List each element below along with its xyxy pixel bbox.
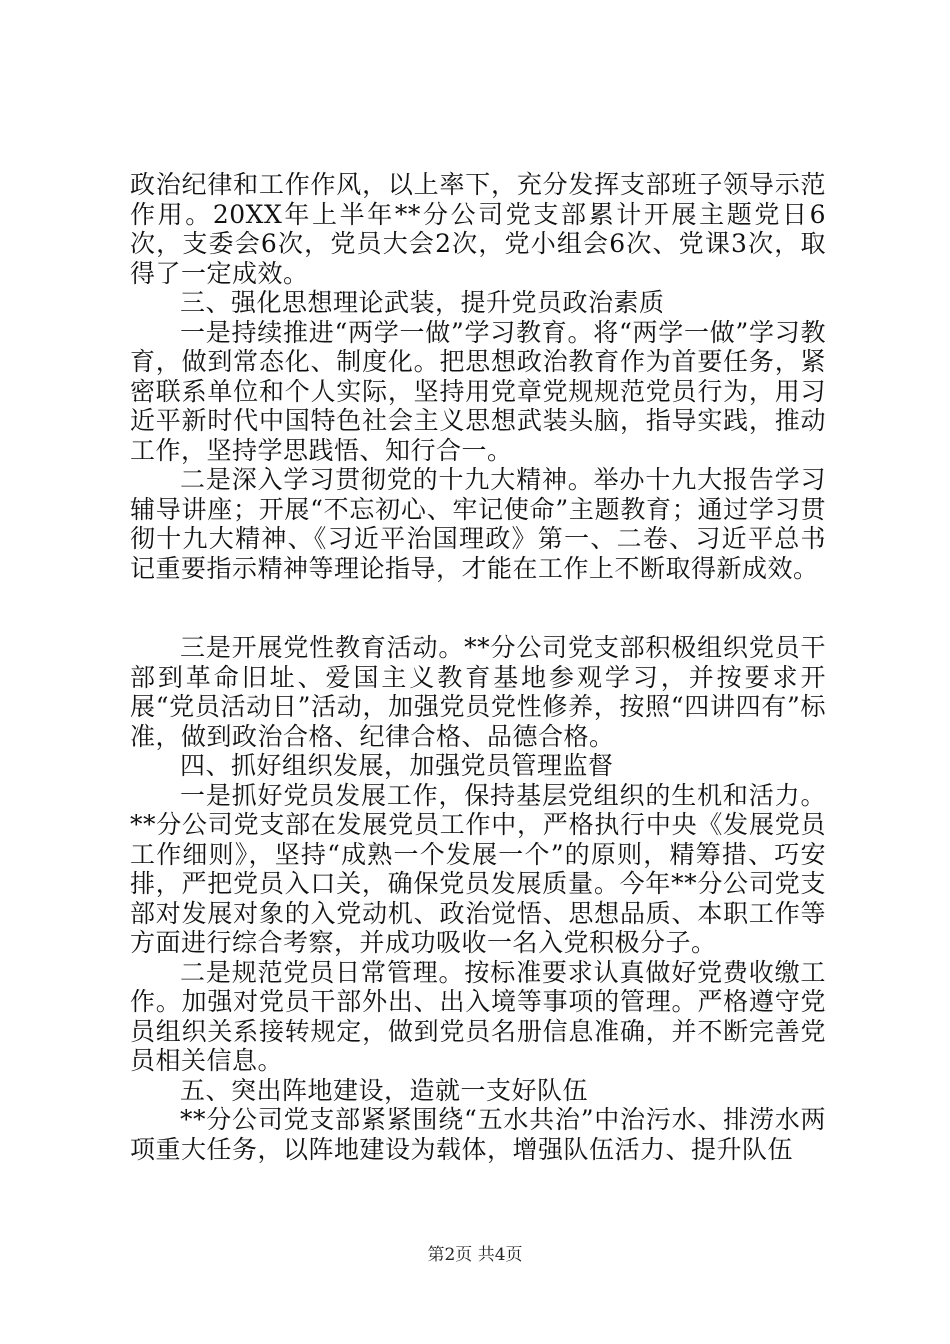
paragraph-4-1: 一是抓好党员发展工作，保持基层党组织的生机和活力。**分公司党支部在发展党员工作中，严格执行中央《发展党员工作细则》，坚持“成熟一个发展一个”的原则，精筹措、巧安排，严把党员入口关，确保党员发展质量。今年**分公司党支部对发展对象的入党动机、政治觉悟、思想品质、本职工作等方面进行综合考察，并成功吸收一名入党积极分子。 bbox=[130, 780, 826, 957]
paragraph-3-3: 三是开展党性教育活动。**分公司党支部积极组织党员干部到革命旧址、爱国主义教育基地参观学习，并按要求开展“党员活动日”活动，加强党员党性修养，按照“四讲四有”标准，做到政治合格、纪律合格、品德合格。 bbox=[130, 633, 826, 751]
paragraph-5-1: **分公司党支部紧紧围绕“五水共治”中治污水、排涝水两项重大任务，以阵地建设为载体，增强队伍活力、提升队伍 bbox=[130, 1105, 826, 1164]
paragraph-continuation: 政治纪律和工作作风，以上率下，充分发挥支部班子领导示范作用。20XX年上半年**分公司党支部累计开展主题党日6次，支委会6次，党员大会2次，党小组会6次、党课3次，取得了一定成效。 bbox=[130, 170, 826, 288]
paragraph-3-2: 二是深入学习贯彻党的十九大精神。举办十九大报告学习辅导讲座；开展“不忘初心、牢记使命”主题教育；通过学习贯彻十九大精神、《习近平治国理政》第一、二卷、习近平总书记重要指示精神等理论指导，才能在工作上不断取得新成效。 bbox=[130, 465, 826, 583]
section-heading-5: 五、突出阵地建设，造就一支好队伍 bbox=[180, 1075, 589, 1105]
page-footer: 第2页 共4页 bbox=[427, 1245, 523, 1265]
section-heading-3: 三、强化思想理论武装，提升党员政治素质 bbox=[180, 288, 665, 317]
document-body bbox=[130, 170, 826, 1164]
paragraph-4-2: 二是规范党员日常管理。按标准要求认真做好党费收缴工作。加强对党员干部外出、出入境等事项的管理。严格遵守党员组织关系接转规定，做到党员名册信息准确，并不断完善党员相关信息。 bbox=[130, 957, 826, 1075]
section-heading-4: 四、抓好组织发展，加强党员管理监督 bbox=[180, 751, 614, 780]
paragraph-3-1: 一是持续推进“两学一做”学习教育。将“两学一做”学习教育，做到常态化、制度化。把思想政治教育作为首要任务，紧密联系单位和个人实际，坚持用党章党规规范党员行为，用习近平新时代中国特色社会主义思想武装头脑，指导实践，推动工作，坚持学思践悟、知行合一。 bbox=[130, 317, 826, 465]
